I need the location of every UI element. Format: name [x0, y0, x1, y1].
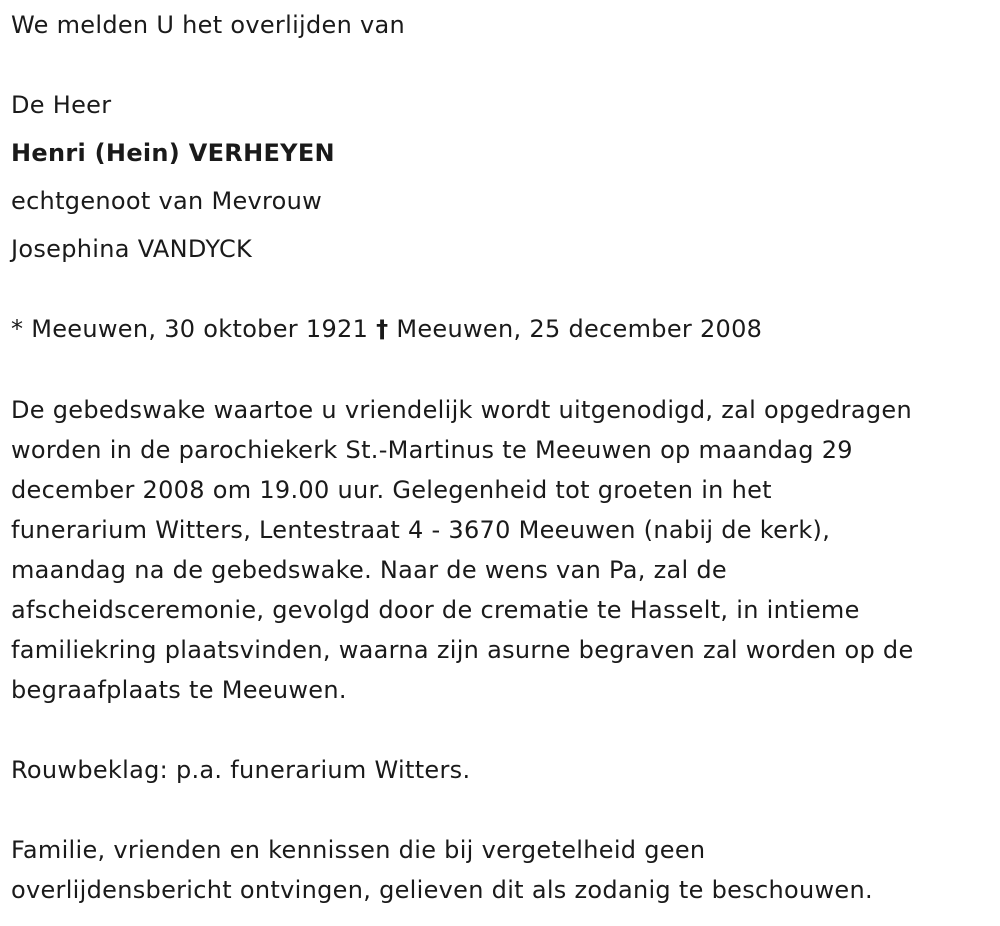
deceased-name: Henri (Hein) VERHEYEN: [11, 139, 335, 167]
paragraph-line: overlijdensbericht ontvingen, gelieven dit als zodanig te beschouwen.: [11, 876, 873, 904]
paragraph-line: afscheidsceremonie, gevolgd door de crematie te Hasselt, in intieme: [11, 596, 860, 624]
condolence-text: [11, 750, 470, 790]
cross-icon: †: [376, 315, 389, 343]
paragraph-line: Familie, vrienden en kennissen die bij vergetelheid geen: [11, 836, 706, 864]
title-text: De Heer: [11, 91, 112, 119]
paragraph-line: maandag na de gebedswake. Naar de wens van Pa, zal de: [11, 556, 727, 584]
paragraph-line: begraafplaats te Meeuwen.: [11, 676, 347, 704]
closing-paragraph: [11, 830, 873, 910]
intro-text: We melden U het overlijden van: [11, 11, 406, 39]
spouse-name: Josephina VANDYCK: [11, 235, 253, 263]
paragraph-line: december 2008 om 19.00 uur. Gelegenheid tot groeten in het: [11, 476, 772, 504]
death-info: Meeuwen, 25 december 2008: [396, 315, 763, 343]
birth-info: * Meeuwen, 30 oktober 1921: [11, 315, 369, 343]
dates-line: [11, 314, 762, 344]
wake-paragraph: [11, 390, 914, 710]
paragraph-line: funerarium Witters, Lentestraat 4 - 3670 Meeuwen (nabij de kerk),: [11, 516, 831, 544]
paragraph-line: worden in de parochiekerk St.-Martinus te Meeuwen op maandag 29: [11, 436, 853, 464]
paragraph-line: De gebedswake waartoe u vriendelijk wordt uitgenodigd, zal opgedragen: [11, 396, 912, 424]
spouse-prefix: echtgenoot van Mevrouw: [11, 187, 323, 215]
condolence-line: Rouwbeklag: p.a. funerarium Witters.: [11, 756, 471, 784]
paragraph-line: familiekring plaatsvinden, waarna zijn asurne begraven zal worden op de: [11, 636, 914, 664]
